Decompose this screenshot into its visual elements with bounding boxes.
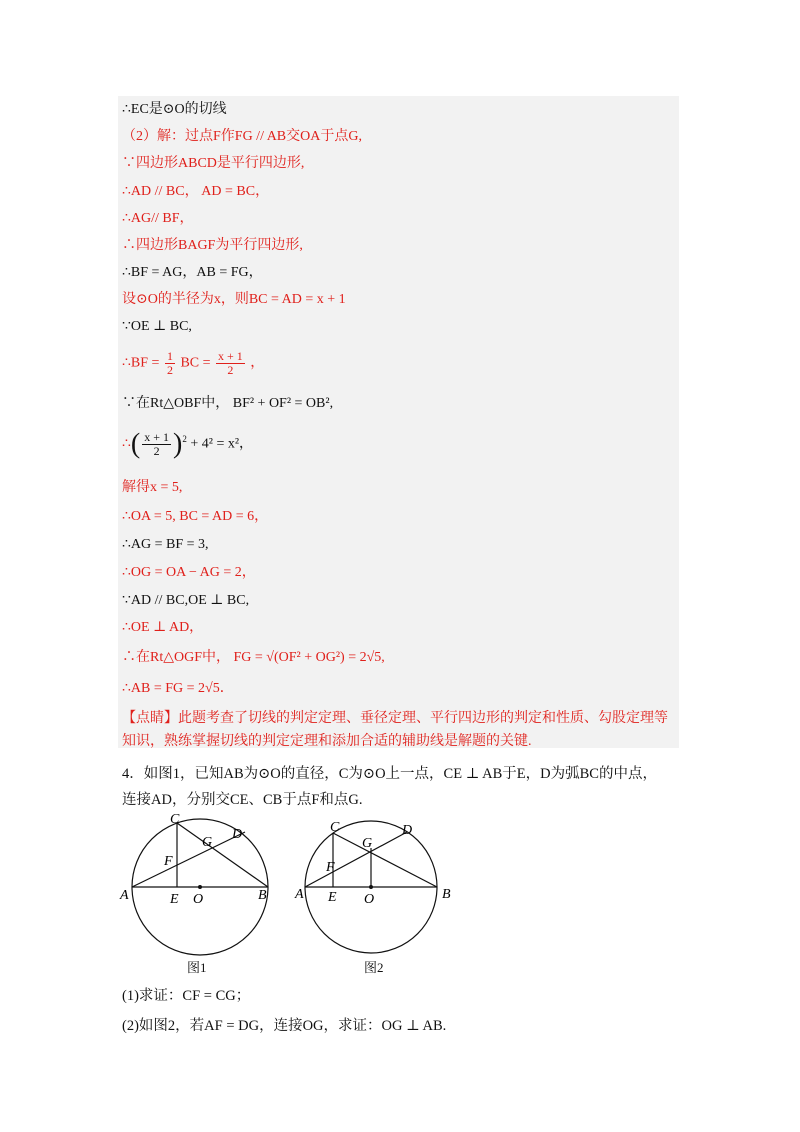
figure-2: [292, 810, 462, 960]
segment-ad: [305, 832, 407, 887]
fraction-den: 2: [153, 443, 160, 458]
comment-line-1: 【点睛】此题考查了切线的判定定理、垂径定理、平行四边形的判定和性质、勾股定理等: [122, 711, 668, 726]
sol-line-14: ∴OA = 5, BC = AD = 6，: [122, 509, 269, 524]
sol-line-16: ∴OG = OA − AG = 2，: [122, 565, 256, 580]
label-g: G: [362, 836, 373, 851]
sol-line-7: ∴BF = AG，AB = FG，: [122, 265, 263, 280]
sol-line-12: [122, 430, 253, 458]
fraction-num: x + 1: [144, 429, 170, 444]
label-c: C: [170, 812, 180, 827]
sol-line-11: ∵在Rt△OBF中， BF² + OF² = OB²,: [122, 396, 334, 411]
label-d: D: [232, 827, 243, 842]
right-paren: ): [173, 428, 183, 460]
label-f: F: [326, 860, 335, 875]
sol-line-9: ∵OE ⊥ BC,: [122, 319, 192, 334]
label-g: G: [202, 835, 213, 850]
sol-line-2: （2）解：过点F作FG // AB交OA于点G,: [122, 129, 362, 144]
fraction-den: 2: [227, 363, 234, 377]
fraction-half: [165, 350, 175, 377]
sol-line-12-therefore: ∴: [122, 436, 131, 452]
sol-line-12-rhs: + 4² = x²，: [190, 436, 254, 452]
fraction-x-plus-1: [216, 350, 245, 377]
label-b: B: [258, 888, 267, 903]
comment-line-2: 知识，熟练掌握切线的判定定理和添加合适的辅助线是解题的关键.: [122, 734, 532, 749]
fraction-x-plus-1-sq: [142, 431, 171, 458]
segment-cb: [177, 823, 268, 887]
center-point: [369, 885, 373, 889]
sol-line-1: ∴EC是⊙O的切线: [122, 102, 227, 117]
figure-1: [115, 808, 275, 958]
figure-2-caption: 图2: [364, 960, 384, 975]
left-paren: (: [130, 428, 141, 460]
fraction-num: 1: [166, 349, 173, 363]
sol-line-10-lhs: ∴BF =: [122, 355, 160, 371]
label-d: D: [402, 823, 413, 838]
label-o: O: [364, 892, 375, 907]
sol-line-15: ∴AG = BF = 3,: [122, 537, 209, 552]
fraction-num: x + 1: [218, 349, 243, 363]
label-a: A: [295, 887, 304, 902]
label-e: E: [328, 890, 337, 905]
label-c: C: [330, 820, 340, 835]
sol-line-8: 设⊙O的半径为x，则BC = AD = x + 1: [122, 292, 346, 307]
sol-line-19: ∴在Rt△OGF中， FG = √(OF² + OG²) = 2√5,: [122, 650, 385, 665]
center-point: [198, 885, 202, 889]
figure-1-caption: 图1: [187, 960, 207, 975]
sol-line-13: 解得x = 5,: [122, 480, 183, 495]
fraction-den: 2: [166, 363, 173, 377]
sol-line-6: ∴四边形BAGF为平行四边形,: [122, 238, 303, 253]
label-a: A: [120, 888, 129, 903]
sol-line-4: ∴AD // BC， AD = BC，: [122, 184, 270, 199]
label-e: E: [170, 892, 179, 907]
sol-line-10-end: ，: [250, 355, 265, 371]
sol-line-10-mid: BC =: [180, 355, 211, 371]
label-b: B: [442, 887, 451, 902]
square-exponent: 2: [182, 434, 187, 444]
sol-line-3: ∵四边形ABCD是平行四边形,: [122, 156, 305, 171]
sol-line-18: ∴OE ⊥ AD，: [122, 620, 204, 635]
label-f: F: [164, 854, 173, 869]
question-line-1: 4．如图1，已知AB为⊙O的直径，C为⊙O上一点，CE ⊥ AB于E，D为弧BC的中点，: [122, 766, 657, 782]
sol-line-20: ∴AB = FG = 2√5．: [122, 681, 234, 696]
label-o: O: [193, 892, 204, 907]
sol-line-17: ∵AD // BC,OE ⊥ BC,: [122, 593, 250, 608]
question-part-1: (1)求证：CF = CG；: [122, 988, 251, 1004]
sol-line-5: ∴AG// BF，: [122, 211, 194, 226]
sol-line-10: [122, 350, 264, 377]
segment-cb: [333, 833, 437, 887]
question-line-2: 连接AD，分别交CE、CB于点F和点G.: [122, 792, 363, 808]
question-part-2: (2)如图2，若AF = DG，连接OG，求证：OG ⊥ AB.: [122, 1018, 447, 1034]
